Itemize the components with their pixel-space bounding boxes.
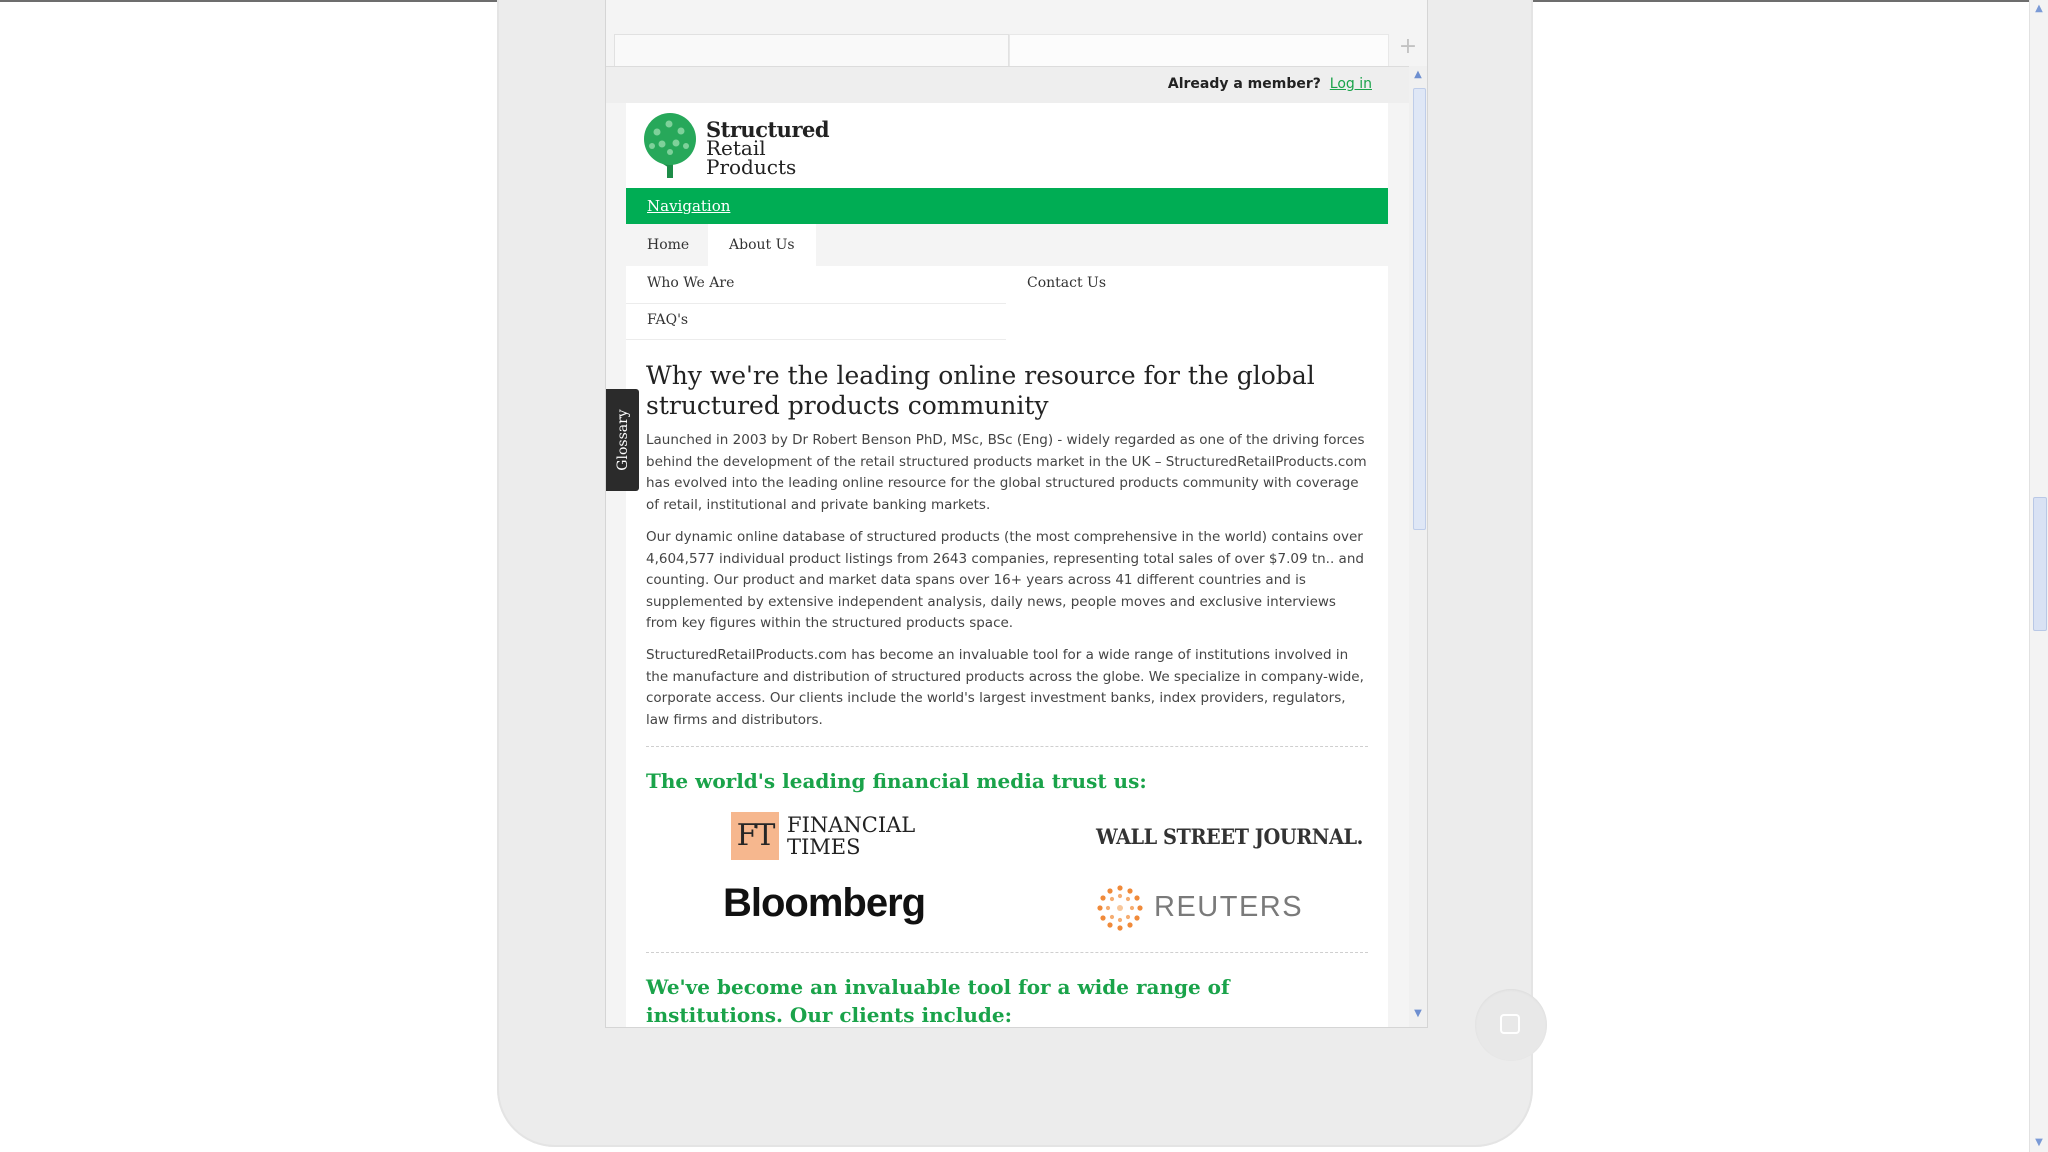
ft-mark: FT	[731, 812, 779, 860]
inner-scroll-thumb[interactable]	[1413, 88, 1426, 530]
home-square-icon	[1500, 1014, 1520, 1034]
financial-times-logo	[731, 812, 916, 860]
tablet-screen	[605, 0, 1428, 1028]
member-prompt	[1168, 76, 1372, 92]
logo-line-3: Products	[706, 155, 797, 179]
login-link[interactable]: Log in	[1329, 76, 1372, 92]
glossary-label: Glossary	[614, 409, 631, 471]
inner-scrollbar[interactable]	[1409, 66, 1427, 1027]
navigation-bar	[626, 188, 1388, 224]
tree-logo-icon	[640, 112, 700, 182]
intro-paragraph: Launched in 2003 by Dr Robert Benson PhD, MSc, BSc (Eng) - widely regarded as one of the driving forces behind the development of the retail structured products market in the UK – StructuredRetailProducts.com has evolved into the leading online resource for the global structured products community with coverage of retail, institutional and private banking markets.	[646, 432, 1367, 513]
bloomberg-logo: Bloomberg	[723, 881, 926, 925]
logo-line-2: Retail	[706, 136, 766, 160]
reuters-dots-icon	[1096, 884, 1144, 932]
ft-wordmark	[787, 814, 915, 858]
site-logo[interactable]	[640, 112, 860, 184]
sub-menu	[626, 266, 1388, 340]
new-tab-plus-icon[interactable]: +	[1398, 34, 1418, 59]
member-bar	[606, 67, 1409, 103]
clients-paragraph: StructuredRetailProducts.com has become an invaluable tool for a wide range of institutions involved in the manufacture and distribution of structured products across the globe. We specialize in company-wide, corporate access. Our clients include the world's largest investment banks, index providers, regulators, law firms and distributors.	[646, 647, 1364, 728]
database-paragraph: Our dynamic online database of structured products (the most comprehensive in the world) contains over 4,604,577 individual product listings from 2643 companies, representing total sales of over $7.09 tn.. and counting. Our product and market data spans over 16+ years across 41 different countries and is supplemented by extensive independent analysis, daily news, people moves and exclusive interviews from key figures within the structured products space.	[646, 529, 1364, 631]
glossary-tab[interactable]	[606, 389, 639, 491]
submenu-contact-us[interactable]: Contact Us	[1027, 275, 1107, 291]
menu-item-home[interactable]: Home	[647, 237, 690, 253]
section-divider	[646, 952, 1368, 953]
media-heading: The world's leading financial media trust us:	[646, 769, 1147, 793]
page-content	[626, 103, 1388, 1027]
ft-line-2: TIMES	[787, 835, 861, 859]
browser-tab[interactable]	[614, 34, 1009, 66]
menu-item-about-us[interactable]: About Us	[708, 224, 816, 266]
section-divider	[646, 746, 1368, 747]
reuters-logo	[1096, 884, 1304, 932]
browser-tab-strip	[606, 0, 1427, 67]
scroll-down-arrow-icon[interactable]: ▼	[1414, 1008, 1422, 1019]
browser-tab[interactable]	[1009, 34, 1389, 66]
reuters-wordmark: REUTERS	[1154, 891, 1304, 923]
ft-line-1: FINANCIAL	[787, 813, 916, 837]
scroll-up-arrow-icon[interactable]: ▲	[1414, 69, 1422, 80]
scroll-up-arrow-icon[interactable]: ▲	[2035, 3, 2043, 14]
page-title: Why we're the leading online resource for the global structured products community	[646, 361, 1315, 420]
logo-line-1: Structured	[706, 117, 830, 142]
scroll-down-arrow-icon[interactable]: ▼	[2035, 1137, 2043, 1148]
submenu-divider	[626, 339, 1006, 340]
submenu-divider	[626, 303, 1006, 304]
member-prompt-text: Already a member?	[1167, 76, 1321, 92]
navigation-toggle[interactable]: Navigation	[647, 197, 731, 215]
logo-wordmark	[706, 117, 830, 179]
page-scroll-thumb[interactable]	[2033, 497, 2047, 631]
submenu-who-we-are[interactable]: Who We Are	[647, 275, 735, 291]
wall-street-journal-logo: WALL STREET JOURNAL.	[1096, 824, 1363, 849]
main-menu	[626, 224, 1388, 266]
clients-heading: We've become an invaluable tool for a wide range of institutions. Our clients include:	[646, 975, 1230, 1027]
submenu-faqs[interactable]: FAQ's	[647, 312, 689, 328]
tablet-home-button[interactable]	[1475, 989, 1547, 1061]
page-scrollbar[interactable]	[2029, 0, 2048, 1152]
